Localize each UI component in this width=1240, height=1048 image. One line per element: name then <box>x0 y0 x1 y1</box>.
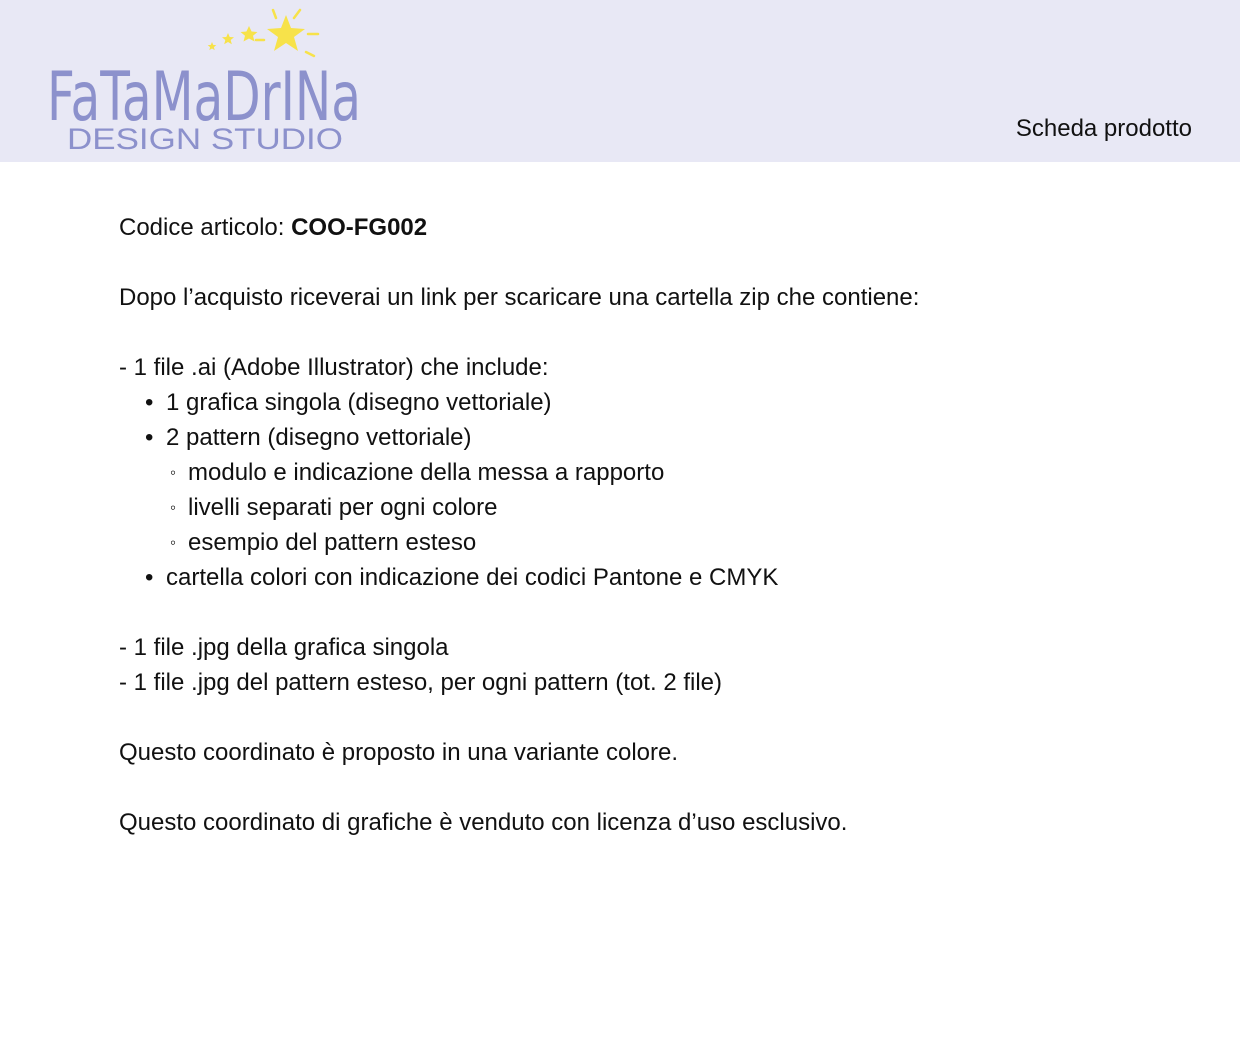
bullet-icon: • <box>145 389 154 416</box>
small-star-icon <box>208 42 217 50</box>
brand-logo[interactable] <box>44 8 374 158</box>
list-item-text: 2 pattern (disegno vettoriale) <box>166 424 472 451</box>
page-title: Scheda prodotto <box>1015 115 1192 142</box>
header <box>0 0 1240 162</box>
list-item-text: 1 grafica singola (disegno vettoriale) <box>166 389 552 416</box>
logo-wordmark: FaTaMaDrINa <box>47 58 361 137</box>
spacer <box>119 245 1179 280</box>
license-note: Questo coordinato di grafiche è venduto con licenza d’uso esclusivo. <box>119 809 848 836</box>
sub-list-item-text: esempio del pattern esteso <box>188 529 477 556</box>
list-item <box>119 385 1179 420</box>
sub-list-item <box>119 525 1179 560</box>
list-item-text: cartella colori con indicazione dei codici Pantone e CMYK <box>166 564 779 591</box>
jpg-file-single: - 1 file .jpg della grafica singola <box>119 634 449 661</box>
spacer <box>119 315 1179 350</box>
product-code-label: Codice articolo: <box>119 214 292 241</box>
download-intro: Dopo l’acquisto riceverai un link per scaricare una cartella zip che contiene: <box>119 284 920 311</box>
hollow-bullet-icon: ◦ <box>170 533 177 552</box>
bullet-icon: • <box>145 424 154 451</box>
spacer <box>119 770 1179 805</box>
hollow-bullet-icon: ◦ <box>170 463 177 482</box>
small-star-icon <box>241 26 258 42</box>
list-item <box>119 420 1179 455</box>
product-code-value: COO-FG002 <box>291 214 428 241</box>
spacer <box>119 595 1179 630</box>
jpg-file-patterns: - 1 file .jpg del pattern esteso, per ogni pattern (tot. 2 file) <box>119 669 722 696</box>
list-item <box>119 560 1179 595</box>
sub-list-item-text: modulo e indicazione della messa a rapporto <box>188 459 665 486</box>
logo-graphic <box>44 8 374 158</box>
bullet-icon: • <box>145 564 154 591</box>
sub-list-item <box>119 490 1179 525</box>
sub-list-item <box>119 455 1179 490</box>
spacer <box>119 700 1179 735</box>
ai-file-label: - 1 file .ai (Adobe Illustrator) che include: <box>119 354 549 381</box>
large-star-icon <box>267 15 305 51</box>
product-code <box>119 210 1179 245</box>
logo-subtitle: DESIGN STUDIO <box>67 123 343 156</box>
sub-list-item-text: livelli separati per ogni colore <box>188 494 498 521</box>
product-sheet <box>119 210 1179 840</box>
small-star-icon <box>222 33 234 44</box>
variant-note: Questo coordinato è proposto in una variante colore. <box>119 739 679 766</box>
hollow-bullet-icon: ◦ <box>170 498 177 517</box>
